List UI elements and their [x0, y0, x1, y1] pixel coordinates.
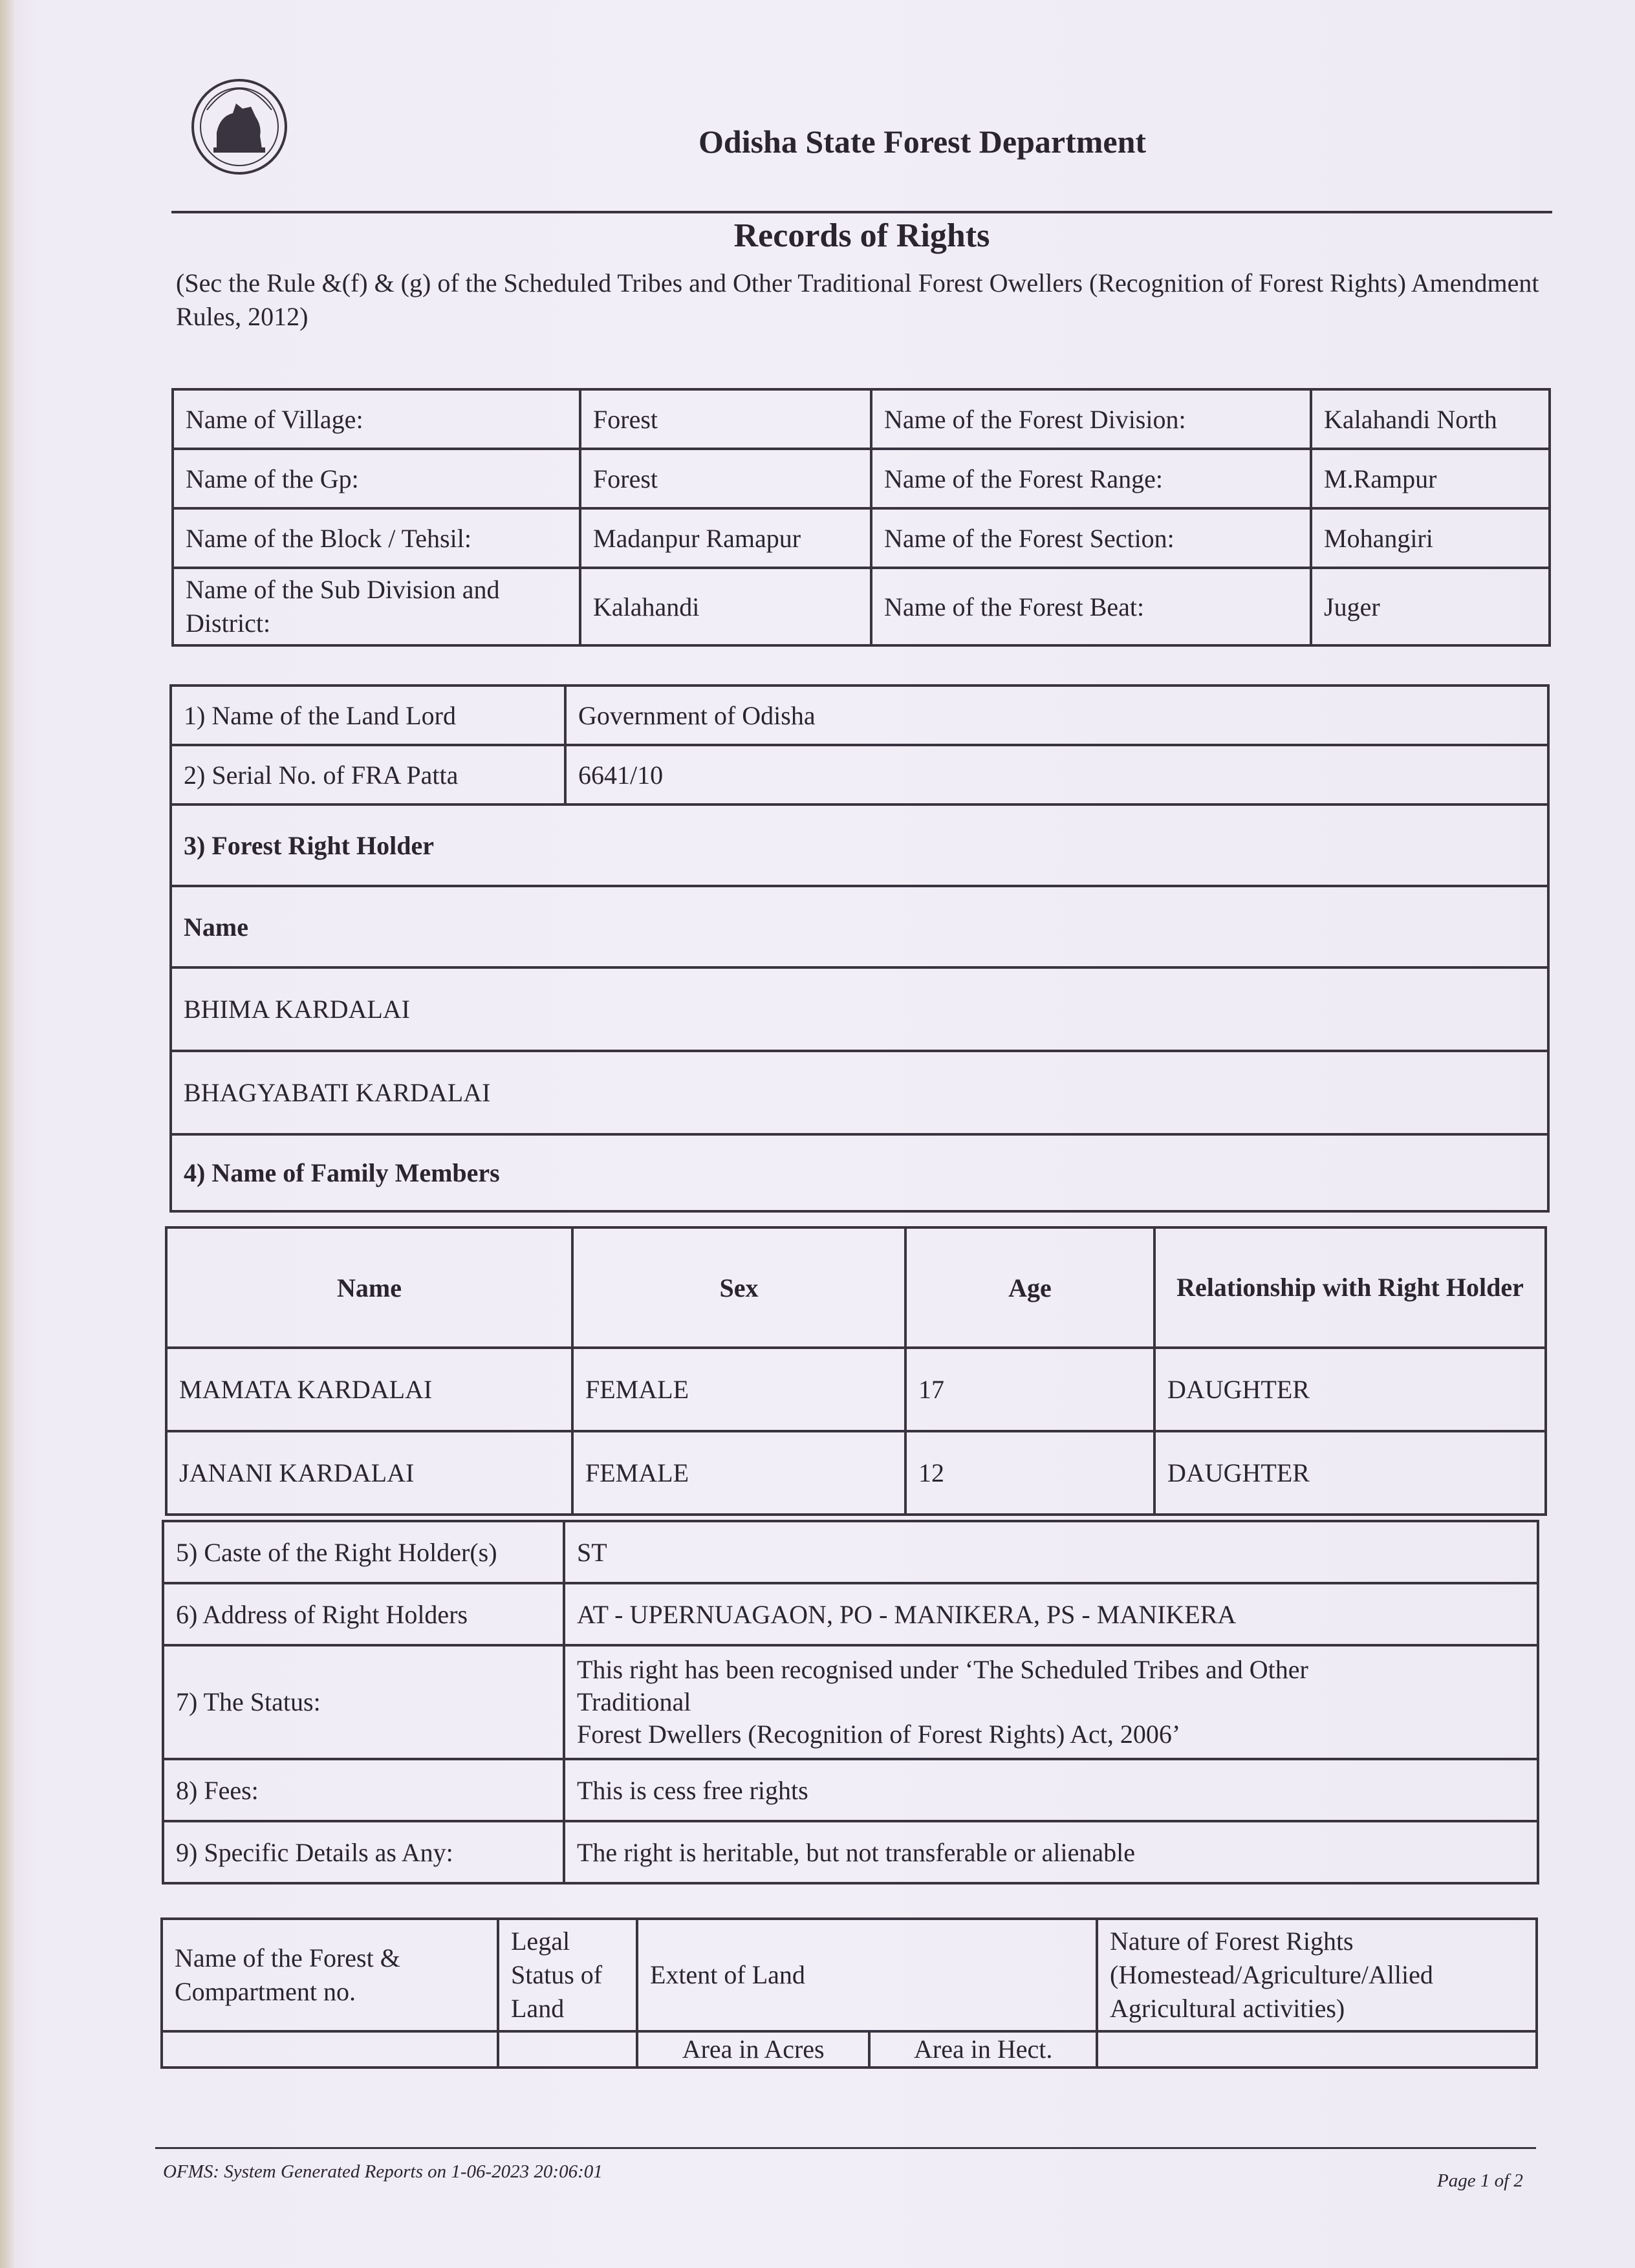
forest-compartment-header: Name of the Forest & Compartment no. — [162, 1919, 498, 2031]
table-header-row — [166, 1227, 1546, 1348]
table-row — [163, 1821, 1538, 1883]
table-row — [171, 1134, 1548, 1211]
land-extent-table — [160, 1917, 1538, 2069]
table-subheader-row — [162, 2031, 1537, 2068]
empty-cell — [162, 2031, 498, 2068]
odisha-government-emblem — [188, 71, 291, 186]
member-age: 12 — [905, 1431, 1154, 1515]
table-row — [166, 1348, 1546, 1431]
member-sex: FEMALE — [572, 1431, 905, 1515]
subdivision-label: Name of the Sub Division and District: — [173, 568, 580, 645]
forest-division-value: Kalahandi North — [1311, 389, 1550, 449]
address-label: 6) Address of Right Holders — [163, 1583, 564, 1645]
column-header-sex: Sex — [572, 1227, 905, 1348]
table-row — [163, 1583, 1538, 1645]
empty-cell — [1097, 2031, 1537, 2068]
right-holder-name-heading: Name — [171, 886, 1548, 967]
extent-of-land-header: Extent of Land — [637, 1919, 1097, 2031]
block-label: Name of the Block / Tehsil: — [173, 508, 580, 568]
table-row — [173, 508, 1550, 568]
legal-status-header: Legal Status of Land — [498, 1919, 637, 2031]
area-acres-header: Area in Acres — [637, 2031, 869, 2068]
fees-value: This is cess free rights — [564, 1759, 1538, 1821]
address-value: AT - UPERNUAGAON, PO - MANIKERA, PS - MANIKERA — [564, 1583, 1538, 1645]
forest-range-value: M.Rampur — [1311, 449, 1550, 508]
right-holder-heading: 3) Forest Right Holder — [171, 805, 1548, 886]
table-row — [171, 805, 1548, 886]
village-label: Name of Village: — [173, 389, 580, 449]
empty-cell — [498, 2031, 637, 2068]
subdivision-value: Kalahandi — [580, 568, 871, 645]
member-name: JANANI KARDALAI — [166, 1431, 572, 1515]
footer-divider — [155, 2147, 1536, 2149]
table-row — [171, 967, 1548, 1051]
specific-details-value: The right is heritable, but not transferable or alienable — [564, 1821, 1538, 1883]
specific-details-label: 9) Specific Details as Any: — [163, 1821, 564, 1883]
forest-beat-label: Name of the Forest Beat: — [871, 568, 1311, 645]
forest-section-label: Name of the Forest Section: — [871, 508, 1311, 568]
fees-label: 8) Fees: — [163, 1759, 564, 1821]
column-header-name: Name — [166, 1227, 572, 1348]
patta-value: 6641/10 — [565, 745, 1548, 805]
forest-beat-value: Juger — [1311, 568, 1550, 645]
status-line: Forest Dwellers (Recognition of Forest Rights) Act, 2006’ — [577, 1720, 1181, 1749]
land-lord-value: Government of Odisha — [565, 686, 1548, 745]
right-holder-table — [169, 684, 1550, 1213]
forest-section-value: Mohangiri — [1311, 508, 1550, 568]
status-label: 7) The Status: — [163, 1645, 564, 1759]
gp-value: Forest — [580, 449, 871, 508]
rule-reference: (Sec the Rule &(f) & (g) of the Scheduled Tribes and Other Traditional Forest Owellers (Recognition of Forest Rights) Amendment Rules, 2012) — [176, 268, 1539, 331]
member-relationship: DAUGHTER — [1154, 1431, 1546, 1515]
gp-label: Name of the Gp: — [173, 449, 580, 508]
family-members-heading: 4) Name of Family Members — [171, 1134, 1548, 1211]
table-header-row — [162, 1919, 1537, 2031]
table-row — [163, 1645, 1538, 1759]
table-row — [163, 1521, 1538, 1583]
column-header-age: Age — [905, 1227, 1154, 1348]
table-row — [171, 886, 1548, 967]
member-age: 17 — [905, 1348, 1154, 1431]
village-value: Forest — [580, 389, 871, 449]
caste-value: ST — [564, 1521, 1538, 1583]
table-row — [173, 389, 1550, 449]
page-title: Records of Rights — [733, 217, 990, 254]
location-table — [171, 388, 1551, 647]
table-row — [173, 449, 1550, 508]
table-row — [171, 1051, 1548, 1134]
paper-edge — [0, 0, 14, 2268]
header-divider — [171, 211, 1552, 213]
column-header-relationship: Relationship with Right Holder — [1154, 1227, 1546, 1348]
table-row — [163, 1759, 1538, 1821]
nature-of-rights-header: Nature of Forest Rights (Homestead/Agriculture/Allied Agricultural activities) — [1097, 1919, 1537, 2031]
caste-label: 5) Caste of the Right Holder(s) — [163, 1521, 564, 1583]
page-number: Page 1 of 2 — [1437, 2170, 1523, 2191]
department-title: Odisha State Forest Department — [698, 124, 1147, 160]
status-value — [564, 1645, 1538, 1759]
land-lord-label: 1) Name of the Land Lord — [171, 686, 565, 745]
patta-label: 2) Serial No. of FRA Patta — [171, 745, 565, 805]
right-holder-name: BHAGYABATI KARDALAI — [171, 1051, 1548, 1134]
member-name: MAMATA KARDALAI — [166, 1348, 572, 1431]
table-row — [173, 568, 1550, 645]
forest-range-label: Name of the Forest Range: — [871, 449, 1311, 508]
table-row — [171, 686, 1548, 745]
table-row — [171, 745, 1548, 805]
member-relationship: DAUGHTER — [1154, 1348, 1546, 1431]
status-line: Traditional — [577, 1687, 691, 1716]
table-row — [166, 1431, 1546, 1515]
member-sex: FEMALE — [572, 1348, 905, 1431]
family-members-table — [165, 1226, 1547, 1516]
area-hect-header: Area in Hect. — [869, 2031, 1097, 2068]
details-table — [162, 1520, 1539, 1885]
generated-timestamp: OFMS: System Generated Reports on 1-06-2023 20:06:01 — [163, 2161, 603, 2182]
status-line: This right has been recognised under ‘The Scheduled Tribes and Other — [577, 1655, 1308, 1684]
forest-division-label: Name of the Forest Division: — [871, 389, 1311, 449]
right-holder-name: BHIMA KARDALAI — [171, 967, 1548, 1051]
block-value: Madanpur Ramapur — [580, 508, 871, 568]
